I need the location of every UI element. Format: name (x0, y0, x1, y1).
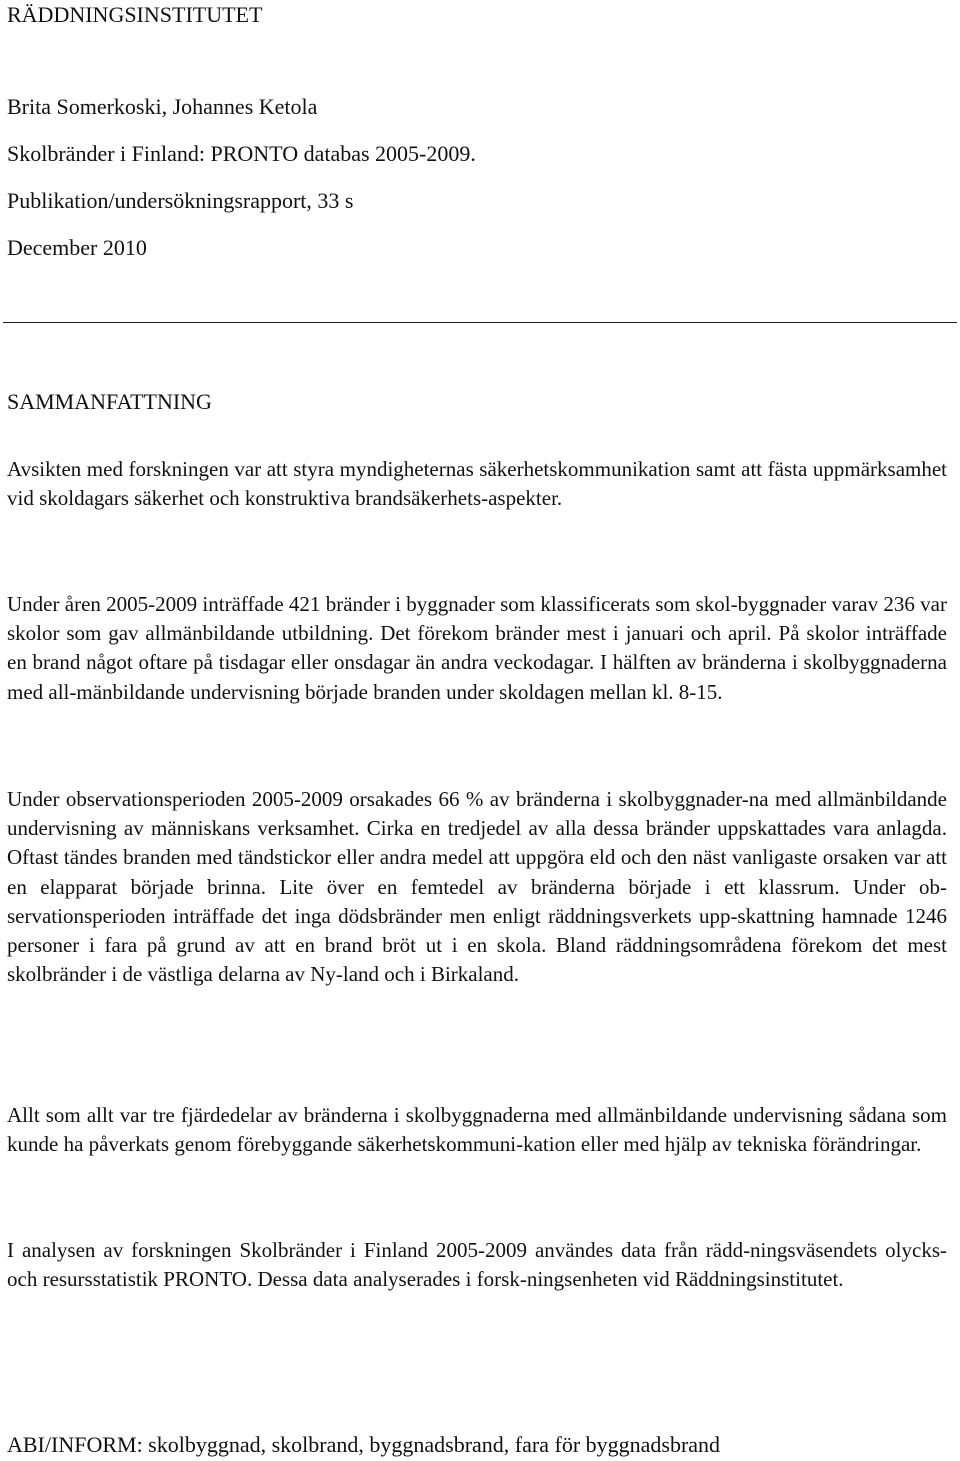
paragraph-text: Under observationsperioden 2005-2009 orsakades 66 % av bränderna i skolbyggnader-na med allmänbildande undervisning av människans verksamhet. Cirka en tredjedel av alla dessa bränder uppskattades vara anlagda. Oftast tändes branden med tändstickor eller andra medel att uppgöra eld och den näst vanligaste orsaken var att en elapparat började brinna. Lite över en femtedel av bränderna började i ett klassrum. Under ob-servationsperioden inträffade det inga dödsbränder men enligt räddningsverkets upp-skattning hamnade 1246 personer i fara på grund av att en brand bröt ut i en skola. Bland räddningsområdena förekom det mest skolbränder i de västliga delarna av Ny-land och i Birkaland. (7, 787, 947, 987)
section-heading: SAMMANFATTNING (7, 389, 212, 414)
paragraph-1 (7, 455, 947, 513)
paragraph-4 (7, 1101, 947, 1159)
paragraph-3 (7, 785, 947, 989)
publication-info: Publikation/undersökningsrapport, 33 s (7, 188, 354, 213)
paragraph-2 (7, 590, 947, 707)
paragraph-text: Allt som allt var tre fjärdedelar av bränderna i skolbyggnaderna med allmänbildande undervisning sådana som kunde ha påverkats genom förebyggande säkerhetskommuni-kation eller med hjälp av tekniska förändringar. (7, 1103, 947, 1157)
publication-date: December 2010 (7, 235, 147, 260)
divider (3, 322, 957, 323)
paragraph-text: Avsikten med forskningen var att styra myndigheternas säkerhetskommunikation samt att fästa uppmärksamhet vid skoldagars säkerhet och konstruktiva brandsäkerhets-aspekter. (7, 457, 947, 511)
paragraph-5 (7, 1236, 947, 1294)
keywords: ABI/INFORM: skolbyggnad, skolbrand, byggnadsbrand, fara för byggnadsbrand (7, 1432, 721, 1457)
institute-name: RÄDDNINGSINSTITUTET (7, 2, 263, 27)
paragraph-text: I analysen av forskningen Skolbränder i Finland 2005-2009 användes data från rädd-ningsväsendets olycks- och resursstatistik PRONTO. Dessa data analyserades i forsk-ningsenheten vid Räddningsinstitutet. (7, 1238, 947, 1292)
report-title: Skolbränder i Finland: PRONTO databas 2005-2009. (7, 141, 476, 166)
paragraph-text: Under åren 2005-2009 inträffade 421 bränder i byggnader som klassificerats som skol-byggnader varav 236 var skolor som gav allmänbildande utbildning. Det förekom bränder mest i januari och april. På skolor inträffade en brand något oftare på tisdagar eller onsdagar än andra veckodagar. I hälften av bränderna i skolbyggnaderna med all-mänbildande undervisning började branden under skoldagen mellan kl. 8-15. (7, 592, 947, 704)
authors: Brita Somerkoski, Johannes Ketola (7, 94, 318, 119)
